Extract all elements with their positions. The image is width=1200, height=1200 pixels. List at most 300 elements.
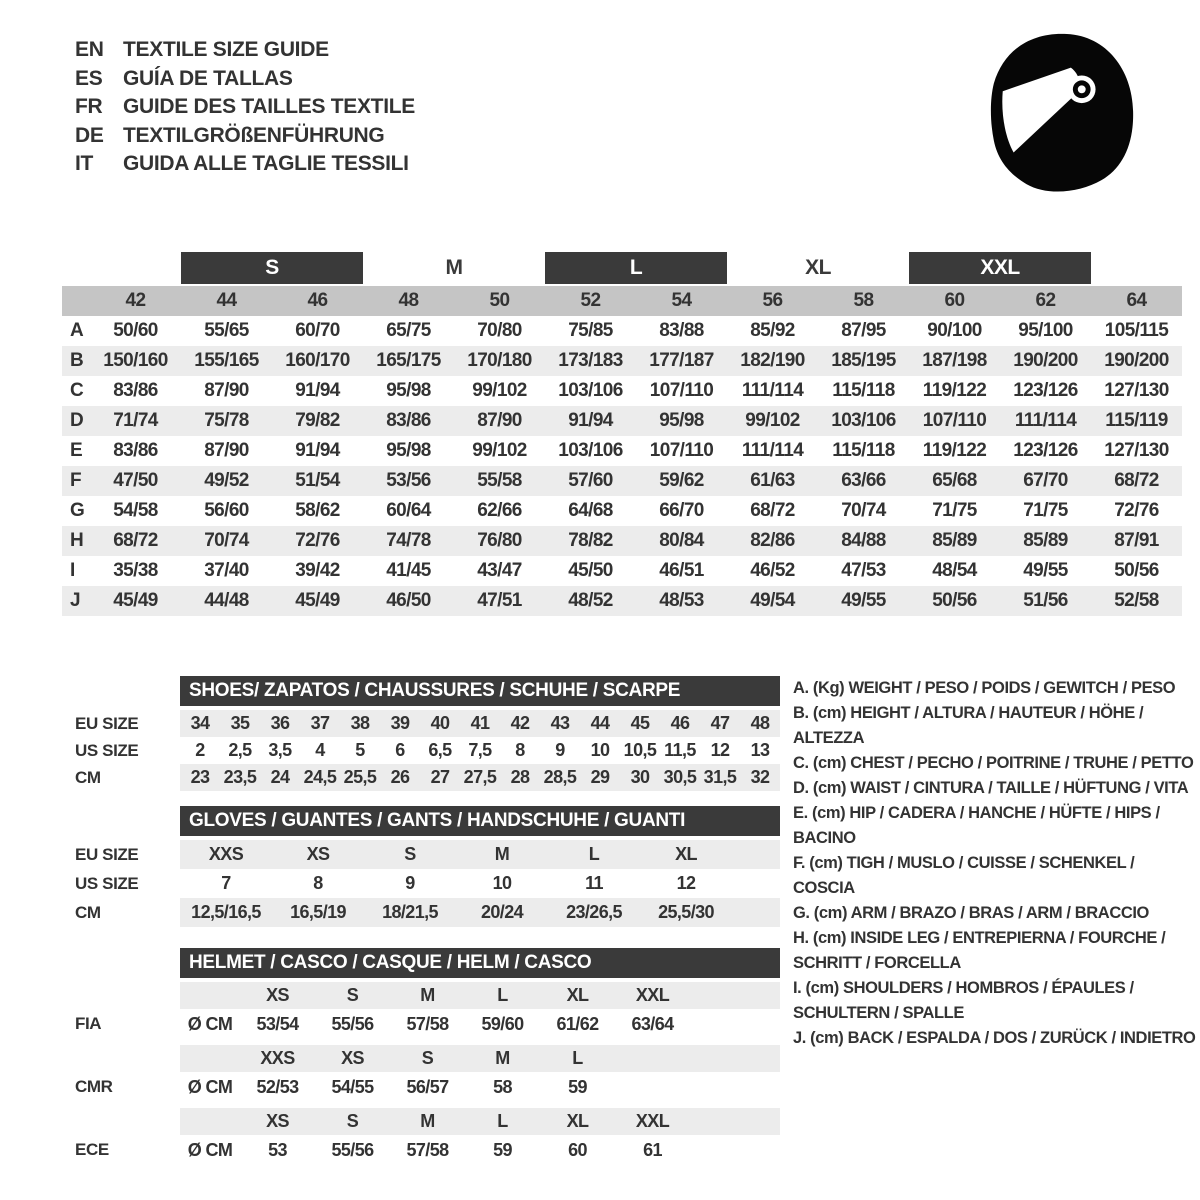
row-label-spacer <box>70 1045 180 1072</box>
gloves-value-cell: M <box>494 844 510 864</box>
measurement-cell: 150/160 <box>103 350 168 371</box>
numeric-size-cell: 44 <box>216 290 237 311</box>
shoes-value-cell: 2,5 <box>228 740 252 760</box>
helmet-section-title: HELMET / CASCO / CASQUE / HELM / CASCO <box>180 948 780 978</box>
helmet-data-row <box>70 1135 782 1165</box>
helmet-size-cell: XL <box>566 985 589 1005</box>
shoes-value-cell: 42 <box>510 713 530 733</box>
legend-item: I. (cm) SHOULDERS / HOMBROS / ÉPAULES / SCHULTERN / SPALLE <box>793 979 1134 1022</box>
helmet-standard-rows <box>70 982 782 1165</box>
gloves-section-title: GLOVES / GUANTES / GANTS / HANDSCHUHE / GUANTI <box>180 806 780 836</box>
measurement-cell: 70/80 <box>477 320 522 341</box>
shoes-value-cell: 30,5 <box>663 767 697 787</box>
shoes-value-cell: 48 <box>750 713 770 733</box>
measurement-cell: 107/110 <box>649 440 714 461</box>
measurement-cell: 111/114 <box>741 440 804 461</box>
measurement-cell: 48/54 <box>932 560 977 581</box>
shoes-value-cell: 3,5 <box>268 740 292 760</box>
shoes-value-cell: 7,5 <box>468 740 492 760</box>
helmet-size-band <box>180 1045 780 1072</box>
measurement-row <box>62 556 1182 586</box>
legend-item: B. (cm) HEIGHT / ALTURA / HAUTEUR / HÖHE / ALTEZZA <box>793 704 1144 747</box>
measurement-cell: 87/90 <box>477 410 522 431</box>
shoes-value-cell: 38 <box>350 713 370 733</box>
numeric-size-cell: 60 <box>944 290 965 311</box>
row-letter: G <box>70 500 85 521</box>
band-filler <box>732 898 780 927</box>
gloves-value-cell: XS <box>306 844 330 864</box>
measurement-cell: 99/102 <box>472 380 527 401</box>
language-row <box>75 122 415 151</box>
measurement-cell: 185/195 <box>831 350 896 371</box>
helmet-value-cell <box>615 1072 690 1102</box>
measurement-cell: 71/75 <box>932 500 977 521</box>
gloves-rows <box>70 840 782 927</box>
diameter-unit: Ø CM <box>187 1013 233 1034</box>
shoes-value-cell: 28,5 <box>543 767 577 787</box>
size-group-s: S <box>181 252 363 284</box>
helmet-size-cell: S <box>346 1111 359 1131</box>
measurement-cell: 177/187 <box>649 350 714 371</box>
shoes-value-cell: 13 <box>750 740 770 760</box>
language-row <box>75 150 415 179</box>
helmet-size-band <box>180 1108 780 1135</box>
gloves-value-band <box>180 869 780 898</box>
gloves-value-cell: 25,5/30 <box>658 902 714 922</box>
measurement-cell: 83/86 <box>113 380 158 401</box>
shoes-value-cell: 35 <box>230 713 250 733</box>
measurement-cell: 48/53 <box>659 590 704 611</box>
helmet-value-cell: 57/58 <box>406 1139 449 1160</box>
measurement-cell: 70/74 <box>204 530 249 551</box>
measurement-cell: 115/118 <box>832 440 895 461</box>
shoes-value-cell: 10 <box>590 740 610 760</box>
helmet-size-cell: M <box>420 985 435 1005</box>
band-filler <box>690 982 780 1009</box>
corner-cell <box>62 286 90 316</box>
measurement-cell: 87/95 <box>841 320 886 341</box>
helmet-value-cell: 53/54 <box>256 1013 299 1034</box>
shoes-value-cell: 2 <box>195 740 205 760</box>
unit-spacer <box>180 1045 240 1072</box>
measurement-cell: 83/86 <box>386 410 431 431</box>
measurement-cell: 99/102 <box>745 410 800 431</box>
shoes-value-cell: 44 <box>590 713 610 733</box>
guide-title: TEXTILGRÖßENFÜHRUNG <box>123 123 385 147</box>
measurement-cell: 37/40 <box>204 560 249 581</box>
measurement-cell: 103/106 <box>558 380 623 401</box>
shoes-row-label: EU SIZE <box>75 713 139 733</box>
numeric-size-cell: 54 <box>671 290 692 311</box>
measurement-cell: 49/55 <box>841 590 886 611</box>
language-row <box>75 36 415 65</box>
numeric-size-cell: 42 <box>125 290 146 311</box>
shoes-value-cell: 45 <box>630 713 650 733</box>
measurement-row <box>62 406 1182 436</box>
shoes-value-cell: 34 <box>190 713 210 733</box>
visor-pivot-center <box>1078 85 1086 93</box>
helmet-size-cell: XXL <box>635 985 670 1005</box>
measurement-cell: 99/102 <box>472 440 527 461</box>
measurement-cell: 50/60 <box>113 320 158 341</box>
measurement-cell: 119/122 <box>922 440 987 461</box>
shoes-value-cell: 23 <box>190 767 210 787</box>
helmet-size-row <box>70 982 782 1009</box>
band-filler <box>690 1045 780 1072</box>
gloves-value-cell: 12 <box>676 873 696 893</box>
measurement-cell: 103/106 <box>558 440 623 461</box>
measurement-cell: 75/85 <box>568 320 613 341</box>
measurement-cell: 47/51 <box>477 590 522 611</box>
helmet-size-cell: XS <box>266 1111 289 1131</box>
measurement-cell: 83/86 <box>113 440 158 461</box>
measurement-cell: 45/49 <box>295 590 340 611</box>
shoes-value-cell: 37 <box>310 713 330 733</box>
measurement-cell: 90/100 <box>927 320 982 341</box>
row-letter: H <box>70 530 84 551</box>
helmet-size-cell: XS <box>266 985 289 1005</box>
measurement-cell: 45/50 <box>568 560 613 581</box>
language-title-list <box>75 36 415 179</box>
measurement-cell: 49/54 <box>750 590 795 611</box>
row-letter: C <box>70 380 84 401</box>
row-label-spacer <box>70 1108 180 1135</box>
gloves-value-cell: 10 <box>492 873 512 893</box>
row-letter: D <box>70 410 84 431</box>
gloves-value-cell: 9 <box>405 873 415 893</box>
shoes-size-section <box>70 676 782 791</box>
row-letter: A <box>70 320 84 341</box>
helmet-value-cell: 55/56 <box>331 1013 374 1034</box>
shoes-value-cell: 28 <box>510 767 530 787</box>
helmet-size-cell: XS <box>341 1048 364 1068</box>
measurement-row <box>62 526 1182 556</box>
measurement-cell: 50/56 <box>932 590 977 611</box>
measurement-cell: 190/200 <box>1013 350 1078 371</box>
numeric-size-cell: 62 <box>1035 290 1056 311</box>
measurement-legend <box>793 676 1197 1051</box>
gloves-value-cell: 11 <box>585 873 603 893</box>
gloves-value-band <box>180 898 780 927</box>
measurement-cell: 63/66 <box>841 470 886 491</box>
language-code: IT <box>75 152 94 175</box>
measurement-cell: 68/72 <box>750 500 795 521</box>
measurement-cell: 46/52 <box>750 560 795 581</box>
helmet-value-cell: 53 <box>268 1139 287 1160</box>
band-filler <box>690 1135 780 1165</box>
measurement-row <box>62 586 1182 616</box>
measurement-cell: 82/86 <box>750 530 795 551</box>
size-group-m: M <box>445 256 463 279</box>
shoes-value-band <box>180 737 780 764</box>
measurement-cell: 111/114 <box>1014 410 1077 431</box>
measurement-row <box>62 496 1182 526</box>
gloves-value-cell: 8 <box>313 873 323 893</box>
measurement-row <box>62 346 1182 376</box>
measurement-cell: 91/94 <box>568 410 613 431</box>
measurement-cell: 59/62 <box>659 470 704 491</box>
helmet-data-band <box>180 1009 780 1039</box>
gloves-value-cell: 16,5/19 <box>290 902 346 922</box>
shoes-value-cell: 6 <box>395 740 405 760</box>
band-filler <box>690 1009 780 1039</box>
band-filler <box>690 1072 780 1102</box>
gloves-value-cell: 12,5/16,5 <box>191 902 261 922</box>
gloves-row <box>70 869 782 898</box>
helmet-value-cell: 60 <box>568 1139 587 1160</box>
helmet-data-band <box>180 1072 780 1102</box>
measurement-cell: 91/94 <box>295 380 340 401</box>
helmet-value-cell: 55/56 <box>331 1139 374 1160</box>
language-code: DE <box>75 123 104 147</box>
guide-title: GUIDA ALLE TAGLIE TESSILI <box>123 152 409 175</box>
shoes-value-cell: 10,5 <box>623 740 657 760</box>
helmet-size-cell: S <box>421 1048 434 1068</box>
helmet-size-cell: M <box>420 1111 435 1131</box>
measurement-cell: 127/130 <box>1104 380 1169 401</box>
measurement-row <box>62 376 1182 406</box>
band-filler <box>732 840 780 869</box>
measurement-cell: 72/76 <box>1114 500 1159 521</box>
measurement-cell: 75/78 <box>204 410 249 431</box>
numeric-size-cell: 48 <box>398 290 419 311</box>
shoes-value-cell: 30 <box>630 767 650 787</box>
helmet-size-row <box>70 1108 782 1135</box>
helmet-value-cell: 61 <box>643 1139 662 1160</box>
measurement-cell: 70/74 <box>841 500 886 521</box>
measurement-cell: 91/94 <box>295 440 340 461</box>
measurement-cell: 107/110 <box>649 380 714 401</box>
shoes-value-cell: 27,5 <box>463 767 497 787</box>
measurement-cell: 60/70 <box>295 320 340 341</box>
measurement-cell: 51/54 <box>295 470 340 491</box>
measurement-cell: 72/76 <box>295 530 340 551</box>
measurement-cell: 84/88 <box>841 530 886 551</box>
measurement-cell: 67/70 <box>1023 470 1068 491</box>
shoes-value-band <box>180 710 780 737</box>
measurement-cell: 68/72 <box>1114 470 1159 491</box>
measurement-cell: 165/175 <box>376 350 441 371</box>
helmet-size-band <box>180 982 780 1009</box>
legend-item: G. (cm) ARM / BRAZO / BRAS / ARM / BRACCIO <box>793 904 1149 922</box>
numeric-size-cell: 50 <box>489 290 510 311</box>
gloves-value-cell: XL <box>675 844 697 864</box>
numeric-size-cell: 56 <box>762 290 783 311</box>
measurement-cell: 111/114 <box>741 380 804 401</box>
measurement-cell: 53/56 <box>386 470 431 491</box>
measurement-cell: 61/63 <box>750 470 795 491</box>
measurement-cell: 115/119 <box>1105 410 1168 431</box>
gloves-value-cell: XXS <box>208 844 244 864</box>
legend-item: J. (cm) BACK / ESPALDA / DOS / ZURÜCK / INDIETRO <box>793 1029 1196 1047</box>
numeric-size-cell: 58 <box>853 290 874 311</box>
helmet-value-cell: 58 <box>493 1076 512 1097</box>
language-row <box>75 93 415 122</box>
standard-label: CMR <box>75 1077 113 1096</box>
helmet-size-cell: XL <box>566 1111 589 1131</box>
shoes-rows <box>70 710 782 791</box>
guide-title: GUÍA DE TALLAS <box>123 66 293 90</box>
band-filler <box>690 1108 780 1135</box>
measurement-cell: 64/68 <box>568 500 613 521</box>
measurement-cell: 78/82 <box>568 530 613 551</box>
measurement-cell: 57/60 <box>568 470 613 491</box>
measurement-cell: 80/84 <box>659 530 704 551</box>
measurement-cell: 182/190 <box>740 350 805 371</box>
measurement-cell: 45/49 <box>113 590 158 611</box>
language-row <box>75 65 415 94</box>
shoes-value-cell: 39 <box>390 713 410 733</box>
legend-item: C. (cm) CHEST / PECHO / POITRINE / TRUHE / PETTO <box>793 754 1194 772</box>
shoes-value-cell: 47 <box>710 713 730 733</box>
unit-spacer <box>180 1108 240 1135</box>
shoes-row <box>70 737 782 764</box>
gloves-value-cell: 18/21,5 <box>382 902 438 922</box>
shoes-value-cell: 23,5 <box>223 767 257 787</box>
measurement-cell: 49/52 <box>204 470 249 491</box>
measurement-cell: 58/62 <box>295 500 340 521</box>
measurement-cell: 87/90 <box>204 380 249 401</box>
measurement-cell: 170/180 <box>467 350 532 371</box>
measurement-cell: 119/122 <box>922 380 987 401</box>
measurement-cell: 95/100 <box>1018 320 1073 341</box>
measurement-cell: 103/106 <box>831 410 896 431</box>
shoes-value-cell: 24 <box>270 767 290 787</box>
measurement-cell: 87/90 <box>204 440 249 461</box>
helmet-data-row <box>70 1009 782 1039</box>
measurement-cell: 48/52 <box>568 590 613 611</box>
gloves-row-label: CM <box>75 902 101 922</box>
helmet-value-cell: 59/60 <box>481 1013 524 1034</box>
measurement-cell: 155/165 <box>194 350 259 371</box>
shoes-value-cell: 24,5 <box>303 767 337 787</box>
row-letter: B <box>70 350 84 371</box>
measurement-cell: 55/58 <box>477 470 522 491</box>
measurement-cell: 115/118 <box>832 380 895 401</box>
shoes-value-cell: 40 <box>430 713 450 733</box>
legend-item: A. (Kg) WEIGHT / PESO / POIDS / GEWITCH / PESO <box>793 679 1176 697</box>
measurement-cell: 79/82 <box>295 410 340 431</box>
gloves-value-cell: 7 <box>221 873 231 893</box>
helmet-value-cell: 56/57 <box>406 1076 449 1097</box>
standard-label: FIA <box>75 1014 102 1033</box>
textile-size-table <box>62 250 1182 616</box>
helmet-size-cell: XXS <box>260 1048 295 1068</box>
measurement-cell: 54/58 <box>113 500 158 521</box>
measurement-cell: 190/200 <box>1104 350 1169 371</box>
shoes-value-cell: 36 <box>270 713 290 733</box>
measurement-cell: 85/89 <box>1023 530 1068 551</box>
measurement-cell: 35/38 <box>113 560 158 581</box>
helmet-size-cell: L <box>572 1048 583 1068</box>
gloves-row-label: US SIZE <box>75 873 139 893</box>
measurement-row <box>62 466 1182 496</box>
measurement-cell: 83/88 <box>659 320 704 341</box>
numeric-size-header-row <box>62 286 1182 316</box>
measurement-cell: 50/56 <box>1114 560 1159 581</box>
gloves-value-band <box>180 840 780 869</box>
row-letter: I <box>70 560 75 581</box>
shoes-value-cell: 5 <box>355 740 365 760</box>
measurement-cell: 68/72 <box>113 530 158 551</box>
helmet-size-cell: S <box>346 985 359 1005</box>
measurement-cell: 105/115 <box>1104 320 1169 341</box>
shoes-value-cell: 26 <box>390 767 410 787</box>
measurement-cell: 187/198 <box>922 350 987 371</box>
numeric-size-cell: 64 <box>1126 290 1147 311</box>
gloves-size-section <box>70 806 782 927</box>
size-group-header-row <box>62 250 1182 286</box>
measurement-rows <box>62 316 1182 616</box>
standard-label: ECE <box>75 1140 109 1159</box>
helmet-size-cell: XXL <box>635 1111 670 1131</box>
gloves-value-cell: 23/26,5 <box>566 902 622 922</box>
band-filler <box>732 869 780 898</box>
measurement-cell: 47/50 <box>113 470 158 491</box>
shoes-value-cell: 43 <box>550 713 570 733</box>
shoes-value-band <box>180 764 780 791</box>
measurement-row <box>62 436 1182 466</box>
diameter-unit: Ø CM <box>187 1076 233 1097</box>
shoes-row-label: US SIZE <box>75 740 139 760</box>
gloves-row <box>70 898 782 927</box>
helmet-value-cell: 54/55 <box>331 1076 374 1097</box>
gloves-value-cell: L <box>588 844 600 864</box>
shoes-value-cell: 31,5 <box>703 767 737 787</box>
measurement-cell: 51/56 <box>1023 590 1068 611</box>
shoes-value-cell: 8 <box>515 740 525 760</box>
legend-item: E. (cm) HIP / CADERA / HANCHE / HÜFTE / HIPS / BACINO <box>793 804 1160 847</box>
helmet-size-cell <box>615 1045 690 1072</box>
row-letter: J <box>70 590 80 611</box>
measurement-cell: 49/55 <box>1023 560 1068 581</box>
measurement-cell: 55/65 <box>204 320 249 341</box>
measurement-cell: 46/51 <box>659 560 704 581</box>
helmet-size-section <box>70 948 782 1165</box>
measurement-cell: 123/126 <box>1013 440 1078 461</box>
measurement-cell: 52/58 <box>1114 590 1159 611</box>
measurement-cell: 74/78 <box>386 530 431 551</box>
size-group-l: L <box>545 252 727 284</box>
helmet-size-cell: M <box>495 1048 510 1068</box>
measurement-cell: 85/89 <box>932 530 977 551</box>
helmet-data-band <box>180 1135 780 1165</box>
measurement-cell: 41/45 <box>386 560 431 581</box>
language-code: EN <box>75 38 104 61</box>
gloves-row-label: EU SIZE <box>75 844 139 864</box>
measurement-row <box>62 316 1182 346</box>
measurement-cell: 95/98 <box>386 380 431 401</box>
shoes-value-cell: 41 <box>470 713 490 733</box>
shoes-value-cell: 25,5 <box>343 767 377 787</box>
language-code: FR <box>75 95 103 118</box>
racing-helmet-icon <box>982 28 1140 196</box>
size-group-xxl: XXL <box>909 252 1091 284</box>
helmet-value-cell: 59 <box>493 1139 512 1160</box>
size-group-xl: XL <box>805 256 831 279</box>
measurement-cell: 46/50 <box>386 590 431 611</box>
measurement-cell: 71/74 <box>113 410 158 431</box>
helmet-value-cell: 52/53 <box>256 1076 299 1097</box>
shoes-row-label: CM <box>75 767 101 787</box>
shoes-row <box>70 710 782 737</box>
measurement-cell: 66/70 <box>659 500 704 521</box>
shoes-row <box>70 764 782 791</box>
shoes-value-cell: 29 <box>590 767 610 787</box>
shoes-value-cell: 12 <box>710 740 730 760</box>
numeric-size-cell: 46 <box>307 290 328 311</box>
shoes-value-cell: 6,5 <box>428 740 452 760</box>
